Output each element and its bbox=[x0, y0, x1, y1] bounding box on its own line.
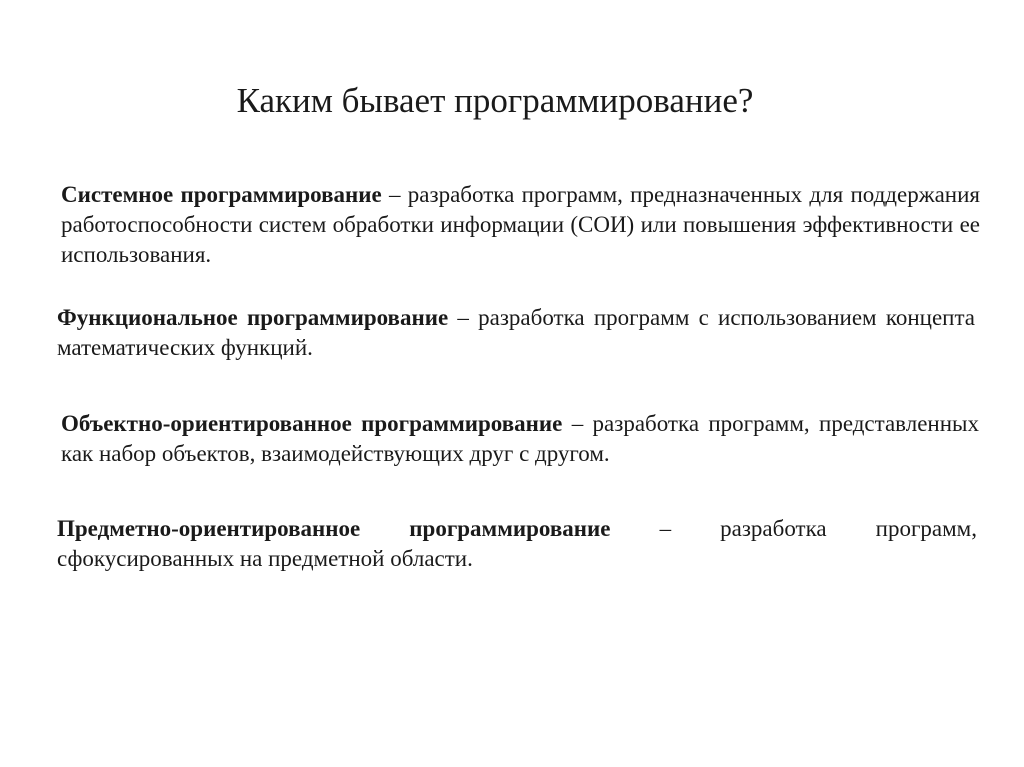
slide-title: Каким бывает программирование? bbox=[236, 81, 754, 120]
definition-functional-programming bbox=[57, 303, 975, 363]
term-label: Объектно-ориентированное программирование bbox=[61, 411, 563, 436]
term-label: Предметно-ориентированное программирование bbox=[57, 516, 611, 541]
term-label: Функциональное программирование bbox=[57, 305, 449, 330]
term-label: Системное программирование bbox=[61, 182, 382, 207]
definition-text: – разработка программ, предназначенных для поддержания работоспособности систем обработки информации (СОИ) или повышения эффективности ее использования. bbox=[61, 182, 981, 267]
definition-domain-oriented-programming bbox=[57, 514, 977, 574]
definition-oop bbox=[61, 409, 979, 469]
definition-text: – разработка программ, сфокусированных на предметной области. bbox=[57, 516, 977, 571]
definition-text: – разработка программ, представленных как набор объектов, взаимодействующих друг с другом. bbox=[61, 411, 979, 466]
definition-systems-programming bbox=[61, 180, 980, 270]
definition-text: – разработка программ с использованием концепта математических функций. bbox=[57, 305, 975, 360]
